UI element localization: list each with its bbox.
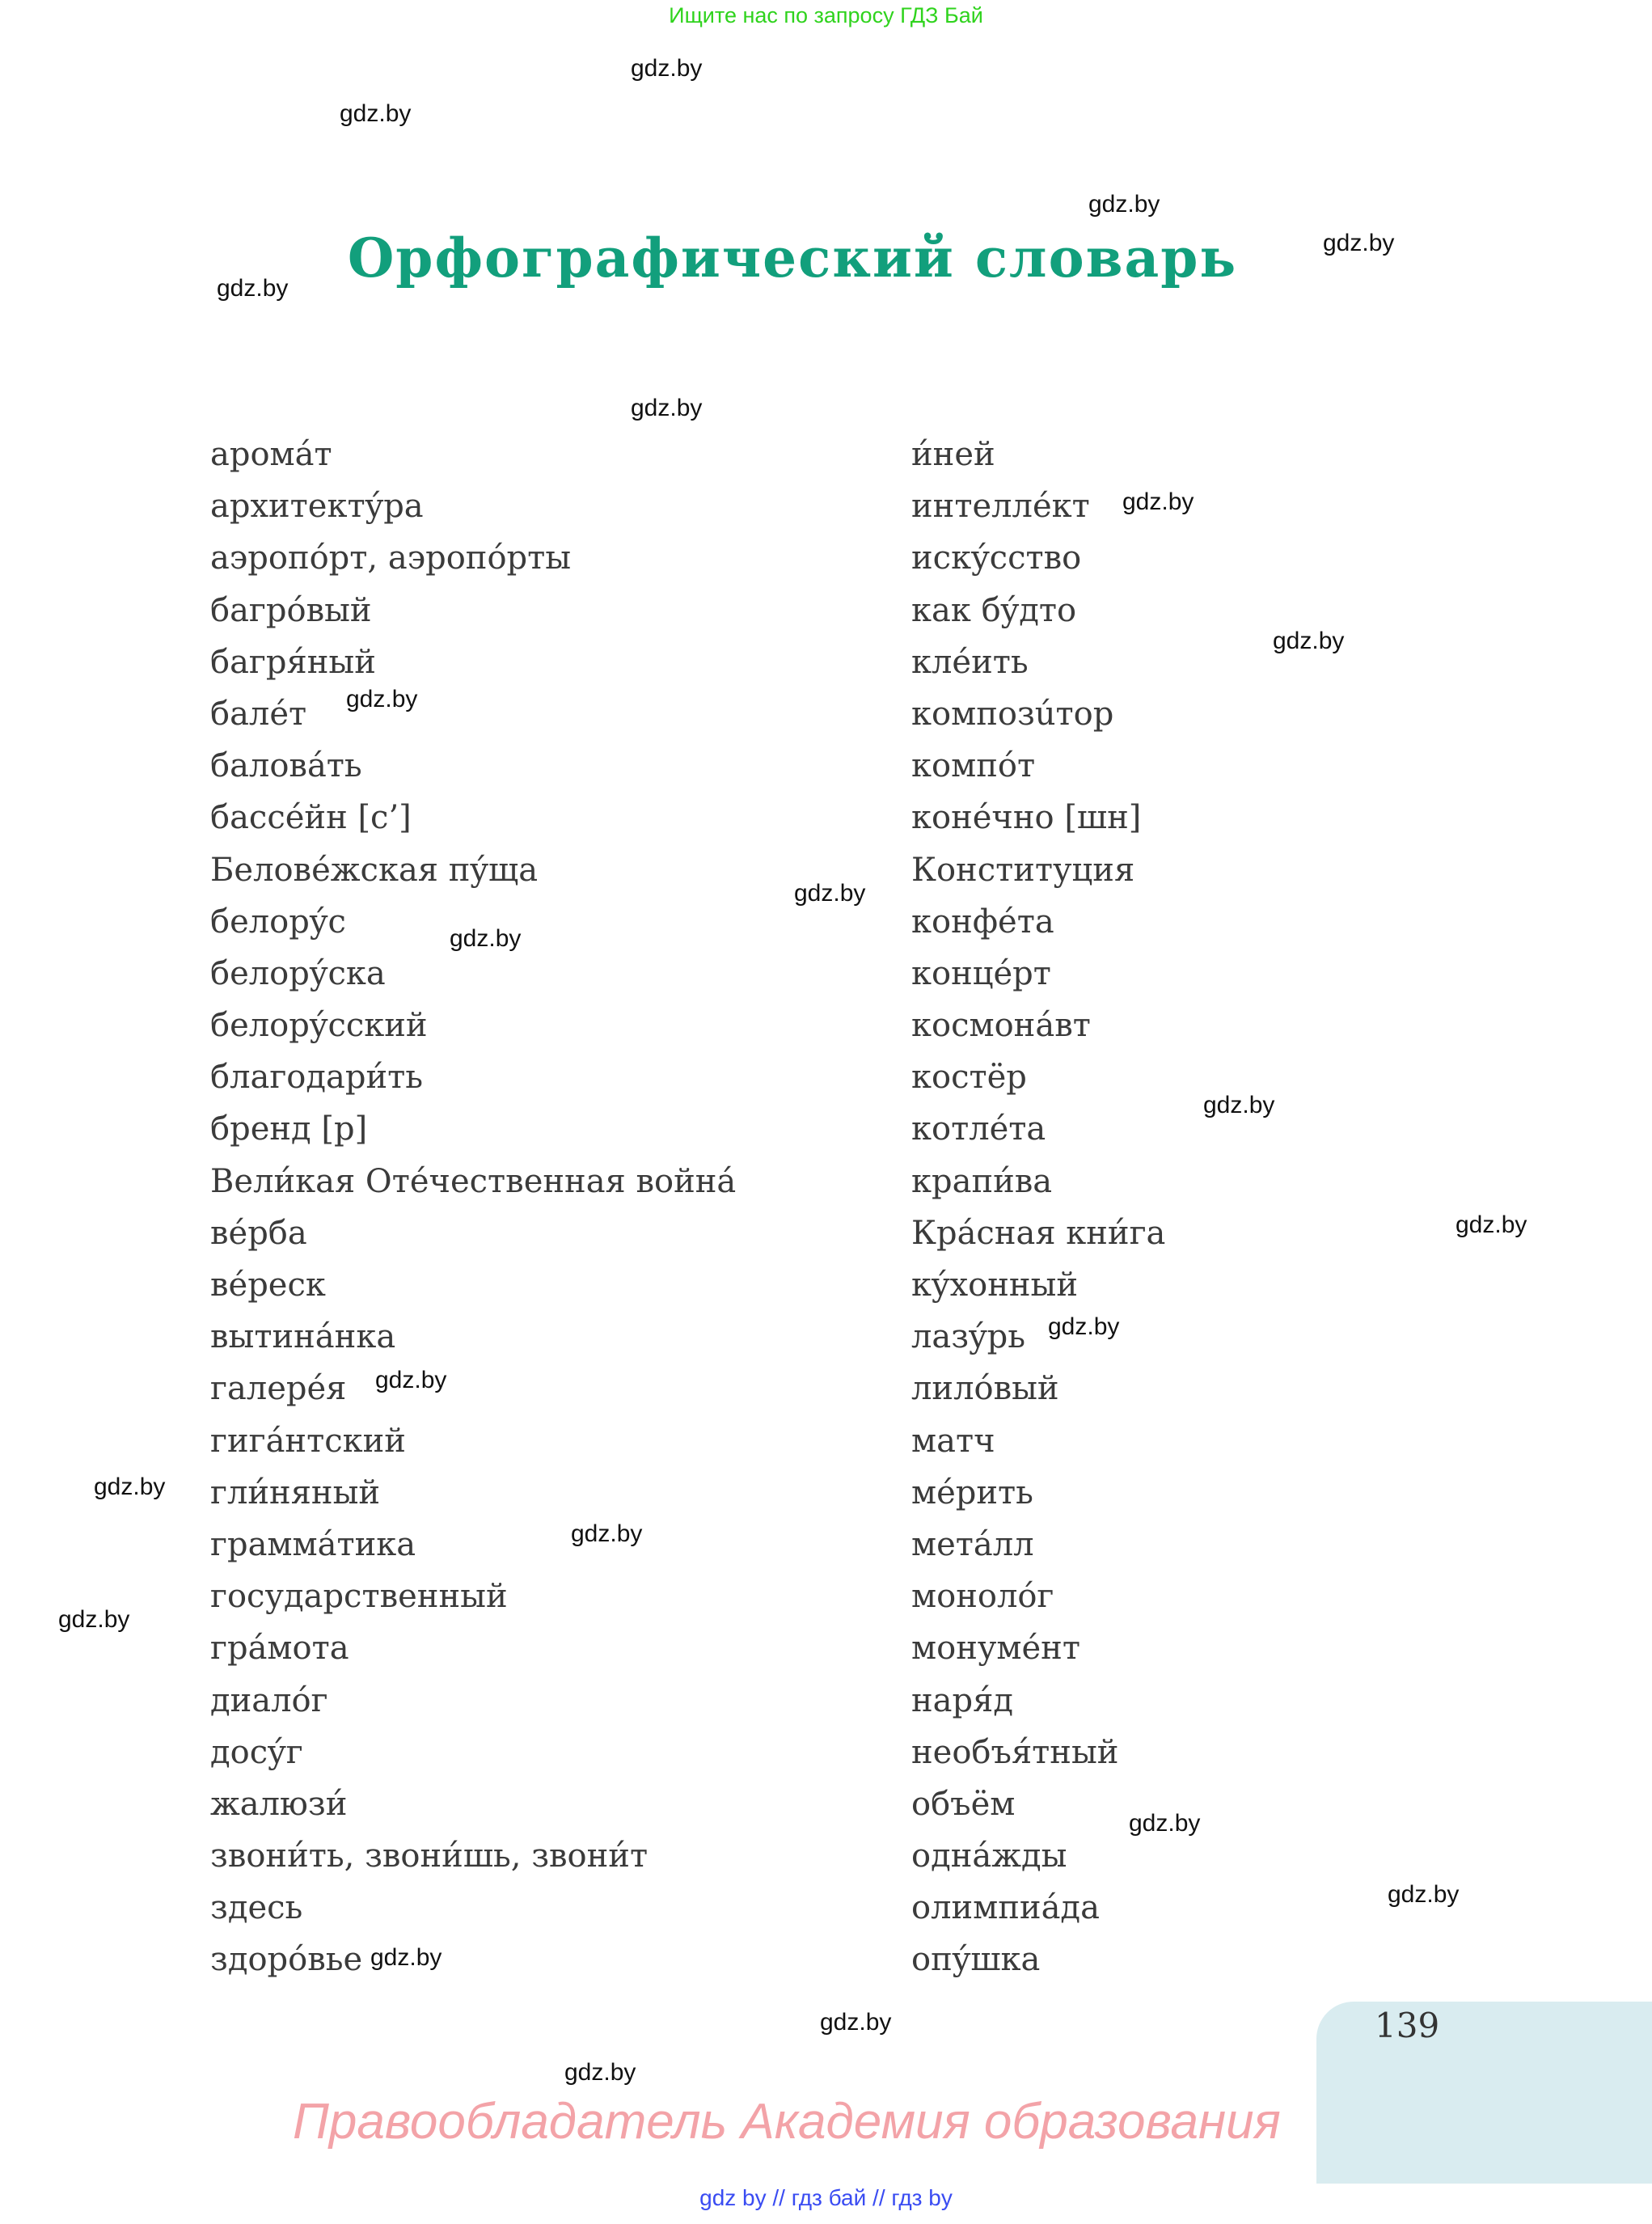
dictionary-entry: белорýсский (210, 1007, 428, 1045)
watermark: gdz.by (564, 2059, 636, 2086)
dictionary-entry: конфéта (911, 903, 1054, 941)
dictionary-entry: наря́д (911, 1681, 1013, 1719)
dictionary-left-column (210, 429, 736, 1986)
dictionary-entry: кýхонный (911, 1266, 1079, 1304)
dictionary-entry: багря́ный (210, 643, 376, 681)
dictionary-entry: багрóвый (210, 591, 372, 629)
dictionary-entry: интеллéкт (911, 488, 1090, 526)
watermark: gdz.by (571, 1520, 643, 1547)
dictionary-entry: бренд [р] (210, 1110, 368, 1148)
dictionary-entry: лазýрь (911, 1318, 1026, 1356)
dictionary-entry: белорýс (210, 903, 346, 941)
watermark: gdz.by (1388, 1881, 1460, 1908)
dictionary-entry: досýг (210, 1733, 303, 1771)
dictionary-entry: государственный (210, 1578, 508, 1616)
dictionary-entry: монумéнт (911, 1630, 1080, 1668)
dictionary-entry: вéрба (210, 1214, 307, 1252)
watermark: gdz.by (631, 55, 703, 82)
dictionary-entry: Конституция (911, 851, 1135, 889)
watermark: gdz.by (1088, 191, 1160, 218)
dictionary-entry: грáмота (210, 1630, 349, 1668)
dictionary-entry: крапи́ва (911, 1162, 1053, 1200)
dictionary-entry: аэропóрт, аэропóрты (210, 539, 572, 577)
page-number-tab (1316, 2002, 1652, 2184)
dictionary-entry: Вели́кая Отéчественная войнá (210, 1162, 737, 1200)
dictionary-entry: космонáвт (911, 1007, 1091, 1045)
dictionary-entry: компóт (911, 747, 1036, 785)
watermark: gdz.by (340, 100, 412, 127)
dictionary-entry: опýшка (911, 1941, 1041, 1979)
dictionary-entry: жалюзи́ (210, 1785, 348, 1823)
watermark: gdz.by (1122, 488, 1194, 515)
watermark: gdz.by (1323, 230, 1395, 256)
bottom-links[interactable]: gdz by // гдз бай // гдз by (699, 2185, 953, 2210)
watermark: gdz.by (450, 925, 522, 952)
dictionary-entry: искýсство (911, 539, 1082, 577)
dictionary-entry: баловáть (210, 747, 362, 785)
dictionary-entry: мéрить (911, 1474, 1033, 1512)
watermark: gdz.by (94, 1474, 166, 1500)
dictionary-entry: балéт (210, 695, 307, 733)
dictionary-entry: и́ней (911, 436, 995, 473)
dictionary-entry: котлéта (911, 1110, 1046, 1148)
watermark: gdz.by (820, 2009, 892, 2036)
page-title: Орфографический словарь (347, 226, 1238, 290)
dictionary-entry: граммáтика (210, 1525, 416, 1563)
top-banner[interactable]: Ищите нас по запросу ГДЗ Бай (669, 3, 983, 27)
dictionary-entry: звони́ть, звони́шь, звони́т (210, 1837, 649, 1875)
dictionary-entry: белорýска (210, 954, 386, 992)
dictionary-entry: здорóвье (210, 1941, 363, 1979)
watermark: gdz.by (375, 1367, 447, 1393)
dictionary-entry: вытинáнка (210, 1318, 396, 1356)
dictionary-entry: монолóг (911, 1578, 1054, 1616)
dictionary-entry: галерéя (210, 1370, 347, 1408)
dictionary-entry: гли́няный (210, 1474, 381, 1512)
page-number: 139 (1375, 2006, 1440, 2045)
dictionary-entry: концéрт (911, 954, 1051, 992)
dictionary-entry: Крáсная кни́га (911, 1214, 1166, 1252)
dictionary-entry: необъя́тный (911, 1733, 1119, 1771)
watermark: gdz.by (346, 686, 418, 712)
dictionary-entry: аромáт (210, 436, 332, 473)
dictionary-entry: костёр (911, 1059, 1027, 1097)
dictionary-entry: архитектýра (210, 488, 424, 526)
dictionary-entry: благодари́ть (210, 1059, 424, 1097)
watermark: gdz.by (217, 275, 289, 302)
dictionary-entry: однáжды (911, 1837, 1067, 1875)
dictionary-right-column (911, 429, 1165, 1986)
watermark: gdz.by (58, 1606, 130, 1633)
dictionary-entry: композúтор (911, 695, 1114, 733)
dictionary-entry: метáлл (911, 1525, 1034, 1563)
watermark: gdz.by (1456, 1211, 1527, 1238)
dictionary-entry: матч (911, 1422, 995, 1460)
watermark: gdz.by (1129, 1810, 1201, 1837)
dictionary-entry: Беловéжская пýща (210, 851, 539, 889)
copyright-holder-notice: Правообладатель Академия образования (293, 2094, 1281, 2150)
dictionary-entry: объём (911, 1785, 1016, 1823)
dictionary-entry: бассéйн [с’] (210, 799, 412, 837)
dictionary-entry: клéить (911, 643, 1029, 681)
watermark: gdz.by (1048, 1313, 1120, 1340)
watermark: gdz.by (1273, 628, 1345, 654)
dictionary-entry: олимпиáда (911, 1889, 1100, 1927)
dictionary-entry: как бýдто (911, 591, 1077, 629)
dictionary-entry: конéчно [шн] (911, 799, 1142, 837)
watermark: gdz.by (370, 1944, 442, 1971)
watermark: gdz.by (631, 395, 703, 421)
dictionary-entry: диалóг (210, 1681, 328, 1719)
dictionary-entry: вéреск (210, 1266, 326, 1304)
watermark: gdz.by (1203, 1092, 1275, 1118)
watermark: gdz.by (794, 880, 866, 907)
dictionary-entry: лилóвый (911, 1370, 1059, 1408)
dictionary-entry: здесь (210, 1889, 303, 1927)
dictionary-entry: гигáнтский (210, 1422, 406, 1460)
